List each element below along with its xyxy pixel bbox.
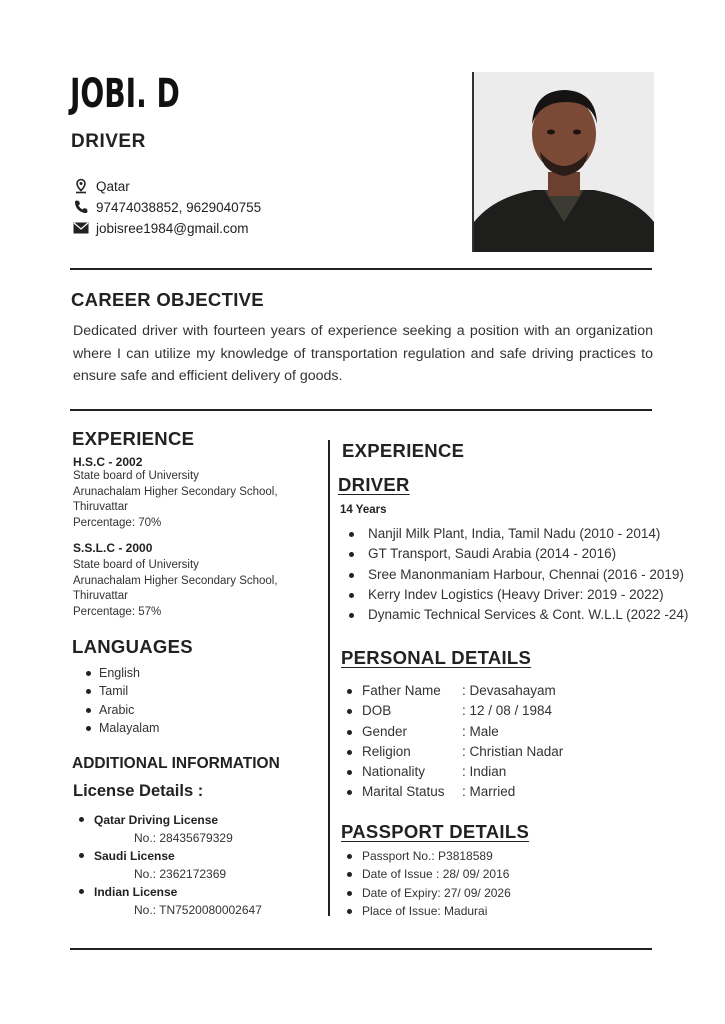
list-item: Passport No.: P3818589 (340, 847, 511, 865)
education-line: Arunachalam Higher Secondary School, (73, 485, 278, 498)
list-item (340, 742, 563, 762)
location-text: Qatar (96, 178, 130, 194)
job-list (342, 524, 688, 625)
license-title: Saudi License (94, 849, 175, 863)
education-line: Percentage: 70% (73, 516, 162, 529)
list-item: Arabic (73, 701, 159, 719)
education-line: State board of University (73, 559, 199, 571)
experience-heading: EXPERIENCE (342, 440, 465, 461)
additional-info-heading: ADDITIONAL INFORMATION (72, 755, 280, 772)
passport-details-heading: PASSPORT DETAILS (341, 821, 530, 842)
driver-heading: DRIVER (338, 474, 410, 495)
detail-label: DOB (362, 703, 392, 719)
license-title: Qatar Driving License (94, 813, 219, 827)
detail-label: Nationality (362, 764, 426, 780)
detail-value: : 12 / 08 / 1984 (462, 703, 553, 719)
email-text: jobisree1984@gmail.com (96, 220, 249, 236)
contact-location (72, 178, 130, 194)
passport-details-list (340, 847, 511, 921)
list-item: Tamil (73, 682, 159, 700)
list-item: Date of Expiry: 27/ 09/ 2026 (340, 884, 511, 902)
divider-top (70, 268, 652, 270)
education-entry-hsc (73, 455, 323, 531)
license-number: No.: 28435679329 (134, 831, 233, 845)
location-pin-icon (72, 178, 90, 194)
detail-label: Marital Status (362, 784, 445, 800)
list-item: Nanjil Milk Plant, India, Tamil Nadu (2010 - 2014) (342, 524, 688, 544)
languages-list (73, 664, 159, 737)
divider-middle (70, 409, 652, 411)
education-line: Thiruvattar (73, 590, 128, 602)
education-title: H.S.C - 2002 (73, 455, 143, 469)
experience-years: 14 Years (340, 504, 387, 516)
career-objective-text: Dedicated driver with fourteen years of experience seeking a position with an organization where I can utilize my knowledge of transportation regulation and safe driving practices to ensure safe and efficient delivery of goods. (73, 323, 653, 384)
detail-value: : Devasahayam (462, 683, 556, 698)
education-line: State board of University (73, 470, 199, 482)
list-item: Sree Manonmaniam Harbour, Chennai (2016 - 2019) (342, 565, 688, 585)
list-item: Date of Issue : 28/ 09/ 2016 (340, 865, 511, 883)
list-item: Kerry Indev Logistics (Heavy Driver: 2019 - 2022) (342, 585, 688, 605)
license-number: No.: TN7520080002647 (134, 903, 262, 917)
list-item (340, 681, 563, 701)
education-line: Percentage: 57% (73, 605, 162, 618)
license-title: Indian License (94, 885, 178, 899)
education-heading: EXPERIENCE (72, 428, 195, 449)
license-details-heading: License Details : (73, 782, 204, 800)
divider-bottom (70, 948, 652, 950)
column-divider (328, 440, 330, 916)
list-item: Place of Issue: Madurai (340, 902, 511, 920)
candidate-name: JOBI. D (70, 71, 180, 117)
list-item (72, 811, 322, 847)
phone-icon (72, 199, 90, 215)
list-item (72, 883, 322, 919)
personal-details-list (340, 681, 563, 803)
detail-value: : Male (462, 723, 499, 739)
contact-phone (72, 199, 261, 215)
envelope-icon (72, 220, 90, 236)
career-objective-heading: CAREER OBJECTIVE (71, 289, 264, 310)
education-entry-sslc (73, 541, 323, 620)
license-list (72, 811, 322, 919)
phone-text: 97474038852, 9629040755 (96, 199, 262, 215)
license-number: No.: 2362172369 (134, 867, 227, 881)
candidate-role: DRIVER (71, 131, 146, 152)
list-item: Malayalam (73, 719, 159, 737)
list-item: GT Transport, Saudi Arabia (2014 - 2016) (342, 544, 688, 564)
contact-email (72, 220, 249, 236)
detail-value: : Married (462, 784, 516, 800)
list-item (340, 782, 563, 802)
list-item (72, 847, 322, 883)
list-item (340, 722, 563, 742)
detail-value: : Indian (462, 764, 507, 780)
detail-value: : Christian Nadar (462, 743, 564, 759)
detail-label: Father Name (362, 683, 441, 698)
detail-label: Gender (362, 723, 408, 739)
education-line: Thiruvattar (73, 501, 128, 513)
list-item (340, 762, 563, 782)
detail-label: Religion (362, 743, 411, 759)
education-line: Arunachalam Higher Secondary School, (73, 574, 278, 587)
list-item: Dynamic Technical Services & Cont. W.L.L (2022 -24) (342, 605, 688, 625)
personal-details-heading: PERSONAL DETAILS (341, 647, 532, 668)
list-item (340, 701, 563, 721)
profile-photo (472, 72, 654, 252)
list-item: English (73, 664, 159, 682)
languages-heading: LANGUAGES (72, 636, 193, 657)
education-title: S.S.L.C - 2000 (73, 541, 153, 555)
